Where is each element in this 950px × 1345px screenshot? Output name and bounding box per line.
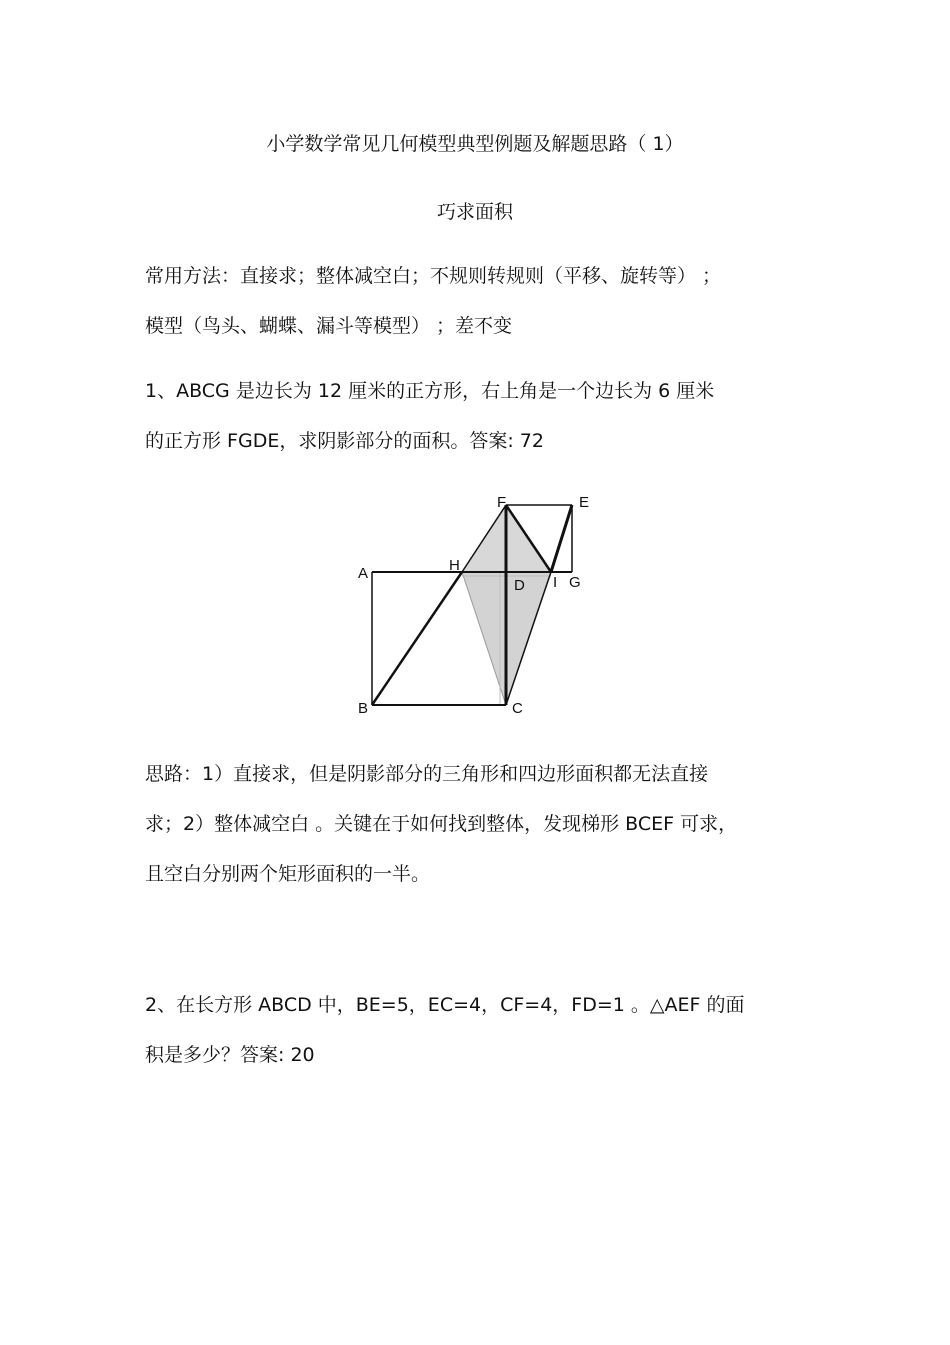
intro-line-1: 常用方法：直接求；整体减空白；不规则转规则（平移、旋转等） ； <box>145 265 722 287</box>
section-title: 巧求面积 <box>436 201 513 223</box>
solution-1-line-3: 且空白分别两个矩形面积的一半。 <box>145 863 431 885</box>
label-c: C <box>512 700 523 717</box>
label-a: A <box>358 565 369 582</box>
problem-2-line-2: 积是多少？答案: 20 <box>145 1044 315 1066</box>
label-h: H <box>449 557 460 574</box>
label-g: G <box>569 574 581 591</box>
label-e: E <box>579 494 590 511</box>
problem-1-line-2: 的正方形 FGDE，求阴影部分的面积。答案: 72 <box>145 430 544 452</box>
label-d: D <box>514 577 525 594</box>
geometry-figure <box>340 488 610 723</box>
label-f: F <box>497 494 507 511</box>
problem-1-line-1: 1、ABCG 是边长为 12 厘米的正方形，右上角是一个边长为 6 厘米 <box>145 380 715 402</box>
problem-2-line-1: 2、在长方形 ABCD 中，BE=5，EC=4，CF=4，FD=1 。△AEF 的面 <box>145 994 745 1016</box>
label-b: B <box>358 700 369 717</box>
solution-1-line-1: 思路：1）直接求，但是阴影部分的三角形和四边形面积都无法直接 <box>145 763 709 785</box>
intro-line-2: 模型（鸟头、蝴蝶、漏斗等模型） ；差不变 <box>145 315 513 337</box>
solution-1-line-2: 求；2）整体减空白 。关键在于如何找到整体，发现梯形 BCEF 可求， <box>145 813 738 835</box>
label-i: I <box>553 574 558 591</box>
page-title: 小学数学常见几何模型典型例题及解题思路（ 1） <box>266 133 684 155</box>
